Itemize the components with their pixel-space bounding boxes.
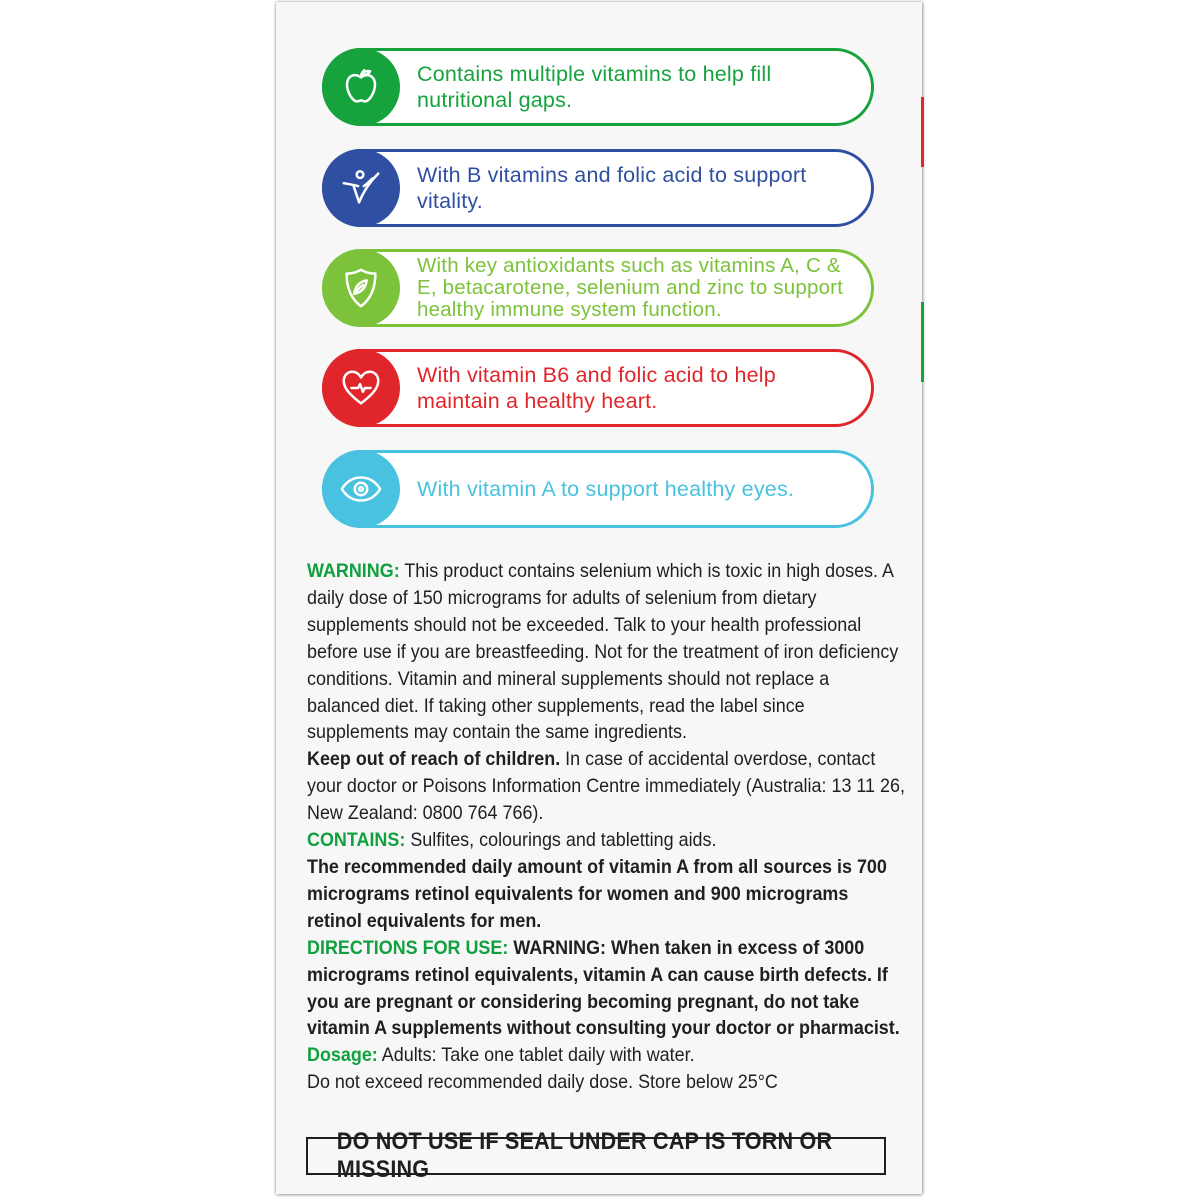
warning-text: This product contains selenium which is toxic in high doses. A daily dose of 150 micrograms for adults of selenium from dietary supplements should not be exceeded. Talk to your health professional before use if you are breastfeeding. Not for the treatment of iron deficiency conditions. Vitamin and mineral supplements should not replace a balanced diet. If taking other supplements, read the label since supplements may contain the same ingredients.	[307, 560, 899, 744]
shield-leaf-icon	[322, 249, 400, 327]
directions-label: DIRECTIONS FOR USE:	[307, 936, 509, 959]
apple-icon	[322, 48, 400, 126]
seal-notice	[306, 1128, 886, 1183]
benefit-text: With key antioxidants such as vitamins A, C & E, betacarotene, selenium and zinc to support healthy immune system function.	[417, 254, 844, 321]
benefit-text: With vitamin A to support healthy eyes.	[417, 477, 795, 501]
warning-label: WARNING:	[307, 560, 400, 582]
edge-stripe-red	[921, 97, 924, 167]
contains-paragraph	[307, 827, 905, 854]
storage-text: Do not exceed recommended daily dose. Store below 25°C	[307, 1071, 778, 1094]
keep-out-label: Keep out of reach of children.	[307, 748, 561, 771]
person-icon	[322, 149, 400, 227]
benefit-text: With vitamin B6 and folic acid to help maintain a healthy heart.	[417, 363, 776, 413]
benefit-text: Contains multiple vitamins to help fill nutritional gaps.	[417, 62, 772, 112]
benefit-text: With B vitamins and folic acid to support vitality.	[417, 163, 807, 213]
seal-notice-text: DO NOT USE IF SEAL UNDER CAP IS TORN OR MISSING	[336, 1128, 833, 1183]
keep-out-paragraph	[307, 746, 905, 827]
dosage-paragraph	[307, 1042, 905, 1069]
directions-paragraph	[307, 935, 905, 1043]
dosage-label: Dosage:	[307, 1044, 378, 1067]
keep-out-text: In case of accidental overdose, contact your doctor or Poisons Information Centre immediately (Australia: 13 11 26, New Zealand: 0800 764 766).	[307, 748, 905, 825]
vitamin-a-note: The recommended daily amount of vitamin A from all sources is 700 micrograms retinol equivalents for women and 900 micrograms retinol equivalents for men.	[307, 855, 887, 932]
benefit-multivitamin	[322, 48, 874, 126]
contains-label: CONTAINS:	[307, 829, 406, 852]
benefit-vitality	[322, 149, 874, 227]
benefit-eyes	[322, 450, 874, 528]
benefit-heart	[322, 349, 874, 427]
warning-paragraph	[307, 558, 905, 746]
contains-text: Sulfites, colourings and tabletting aids.	[405, 829, 717, 852]
benefit-antioxidants	[322, 249, 874, 327]
directions-text: WARNING: When taken in excess of 3000 micrograms retinol equivalents, vitamin A can cause birth defects. If you are pregnant or considering becoming pregnant, do not take vitamin A supplements without consulting your doctor or pharmacist.	[307, 936, 900, 1040]
dosage-text: Adults: Take one tablet daily with water.	[377, 1044, 695, 1067]
label-copy	[307, 558, 905, 1096]
edge-stripe-green	[921, 302, 924, 382]
heart-icon	[322, 349, 400, 427]
eye-icon	[322, 450, 400, 528]
